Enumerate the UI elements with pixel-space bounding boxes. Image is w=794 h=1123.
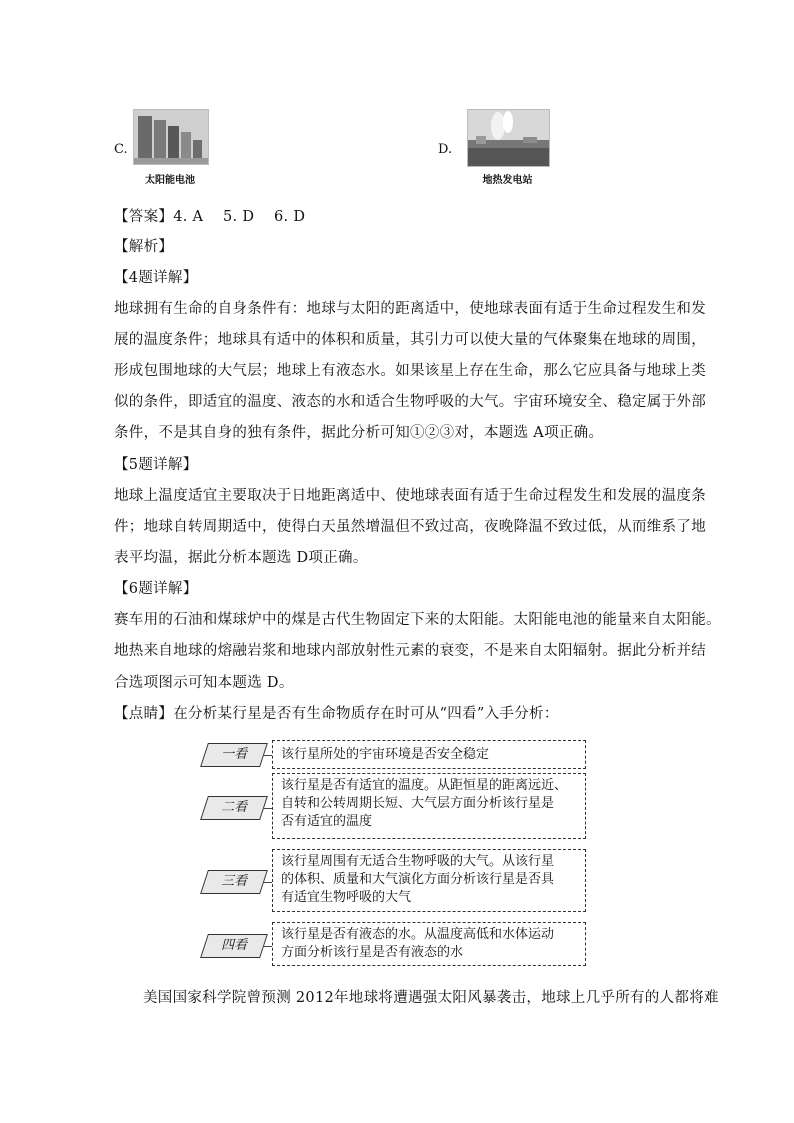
q4-text-line: 条件，不是其自身的独有条件，据此分析可知①②③对，本题选 A项正确。 xyxy=(114,425,604,441)
look-3-text: 该行星周围有无适合生物呼吸的大气。从该行星 xyxy=(281,854,555,869)
look-2-text: 该行星是否有适宜的温度。从距恒星的距离远近、 xyxy=(281,778,568,793)
option-c-caption: 太阳能电池 xyxy=(145,175,195,186)
q4-text-line: 地球拥有生命的自身条件有：地球与太阳的距离适中，使地球表面有适于生命过程发生和发 xyxy=(114,301,706,317)
look-3-tag: 三看 xyxy=(200,870,268,894)
q5-text-line: 地球上温度适宜主要取决于日地距离适中、使地球表面有适于生命过程发生和发展的温度条 xyxy=(114,488,706,504)
look-2-text: 自转和公转周期长短、大气层方面分析该行星是 xyxy=(281,796,555,811)
look-4-text: 方面分析该行星是否有液态的水 xyxy=(281,945,464,960)
look-3-box xyxy=(272,849,586,912)
look-3-connector xyxy=(264,882,272,883)
solar-panel-image xyxy=(133,109,209,165)
look-3-text: 的体积、质量和大气演化方面分析该行星是否具 xyxy=(281,872,555,887)
look-1-text: 该行星所处的宇宙环境是否安全稳定 xyxy=(281,747,490,762)
look-4-box xyxy=(272,922,586,966)
look-4-connector xyxy=(264,946,272,947)
look-2-connector xyxy=(264,808,272,809)
look-3-text: 有适宜生物呼吸的大气 xyxy=(281,890,412,905)
q6-text-line: 赛车用的石油和煤球炉中的煤是古代生物固定下来的太阳能。太阳能电池的能量来自太阳能。 xyxy=(114,612,721,628)
look-1-connector xyxy=(264,755,272,756)
option-d-letter: D. xyxy=(438,142,453,157)
q4-text-line: 展的温度条件；地球具有适中的体积和质量，其引力可以使大量的气体聚集在地球的周围， xyxy=(114,332,706,348)
analysis-heading: 【解析】 xyxy=(114,239,174,255)
look-4-tag: 四看 xyxy=(200,934,268,958)
option-d-caption: 地热发电站 xyxy=(482,175,533,186)
look-4-text: 该行星是否有液态的水。从温度高低和水体运动 xyxy=(281,927,555,942)
look-2-tag: 二看 xyxy=(200,796,268,820)
answer-line: 【答案】4. A 5. D 6. D xyxy=(114,209,306,225)
q6-text-line: 合选项图示可知本题选 D。 xyxy=(114,675,294,691)
q6-heading: 【6题详解】 xyxy=(114,581,198,597)
option-c-letter: C. xyxy=(114,142,128,157)
q5-text-line: 表平均温，据此分析本题选 D项正确。 xyxy=(114,550,368,566)
look-2-text: 否有适宜的温度 xyxy=(281,814,373,829)
q4-text-line: 似的条件，即适宜的温度、液态的水和适合生物呼吸的大气。宇宙环境安全、稳定属于外部 xyxy=(114,394,706,410)
q6-text-line: 地热来自地球的熔融岩浆和地球内部放射性元素的衰变，不是来自太阳辐射。据此分析并结 xyxy=(114,643,706,659)
next-question-line: 美国国家科学院曾预测 2012年地球将遭遇强太阳风暴袭击，地球上几乎所有的人都将难 xyxy=(143,990,719,1006)
look-1-box xyxy=(272,740,586,769)
q4-heading: 【4题详解】 xyxy=(114,270,198,286)
q4-text-line: 形成包围地球的大气层；地球上有液态水。如果该星上存在生命，那么它应具备与地球上类 xyxy=(114,363,706,379)
geothermal-plant-image xyxy=(467,109,550,167)
q5-heading: 【5题详解】 xyxy=(114,457,198,473)
tip-line: 【点睛】在分析某行星是否有生命物质存在时可从“四看”入手分析： xyxy=(114,706,559,722)
look-1-tag: 一看 xyxy=(200,743,268,767)
look-2-box xyxy=(272,773,586,839)
q5-text-line: 件；地球自转周期适中，使得白天虽然增温但不致过高，夜晚降温不致过低，从而维系了地 xyxy=(114,519,706,535)
